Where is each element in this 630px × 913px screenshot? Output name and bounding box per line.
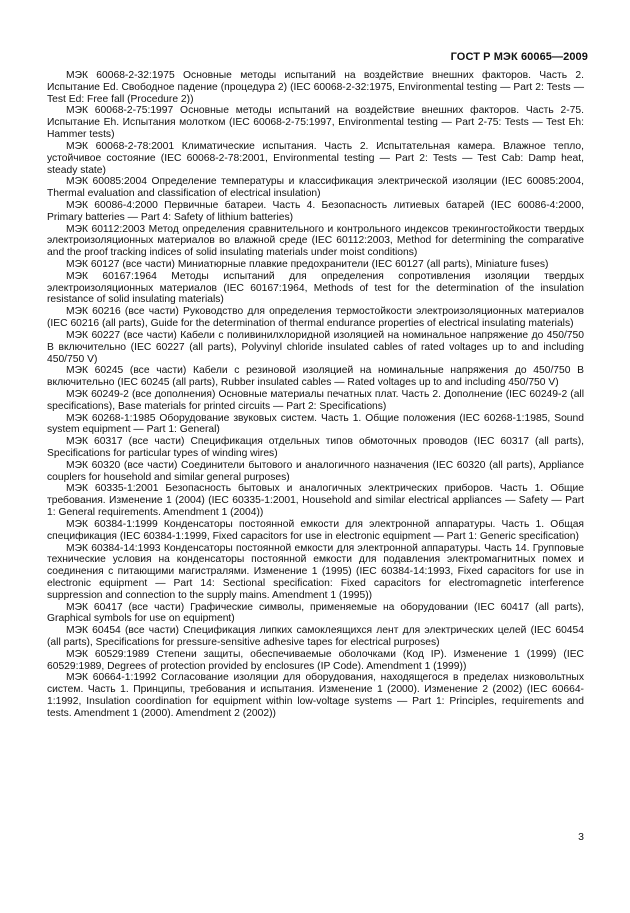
reference-entry: МЭК 60227 (все части) Кабели с поливинилхлоридной изоляцией на номинальное напряжение до 450/750 В включительно (IEC 60227 (all parts), Polyvinyl chloride insulated cables of rated voltages up to and including 450/750 V) bbox=[47, 329, 584, 365]
reference-entry: МЭК 60068-2-32:1975 Основные методы испытаний на воздействие внешних факторов. Часть 2. Испытание Ed. Свободное падение (процедура 2) (IEC 60068-2-32:1975, Environmental testing — Part 2: Tests — Test Ed: Free fall (Procedure 2)) bbox=[47, 70, 584, 105]
reference-entry: МЭК 60317 (все части) Спецификация отдельных типов обмоточных проводов (IEC 60317 (all parts), Specifications for particular types of winding wires) bbox=[47, 436, 584, 459]
page-number: 3 bbox=[578, 831, 584, 843]
reference-entry: МЭК 60384-1:1999 Конденсаторы постоянной емкости для электронной аппаратуры. Часть 1. Общая спецификация (IEC 60384-1:1999, Fixed capacitors for use in electronic equipment — Part 1: Generic specification) bbox=[47, 518, 584, 542]
reference-entry: МЭК 60417 (все части) Графические символы, применяемые на оборудовании (IEC 60417 (all parts), Graphical symbols for use on equipment) bbox=[47, 601, 584, 625]
reference-entry: МЭК 60249-2 (все дополнения) Основные материалы печатных плат. Часть 2. Дополнение (IEC 60249-2 (all specifications), Base materials for printed circuits — Part 2: Specifications) bbox=[47, 388, 584, 412]
reference-entry: МЭК 60085:2004 Определение температуры и классификация электрической изоляции (IEC 60085:2004, Thermal evaluation and classification of electrical insulation) bbox=[47, 176, 584, 200]
reference-entry: МЭК 60320 (все части) Соединители бытового и аналогичного назначения (IEC 60320 (all parts), Appliance couplers for household and similar general purposes) bbox=[47, 459, 584, 483]
reference-entry: МЭК 60127 (все части) Миниатюрные плавкие предохранители (IEC 60127 (all parts), Miniature fuses) bbox=[66, 259, 549, 270]
normative-references-list bbox=[47, 70, 584, 720]
reference-entry: МЭК 60086-4:2000 Первичные батареи. Часть 4. Безопасность литиевых батарей (IEC 60086-4:2000, Primary batteries — Part 4: Safety of lithium batteries) bbox=[47, 199, 584, 223]
reference-entry: МЭК 60245 (все части) Кабели с резиновой изоляцией на номинальные напряжения до 450/750 В включительно (IEC 60245 (all parts), Rubber insulated cables — Rated voltages up to and including 450/750 V) bbox=[47, 365, 584, 389]
reference-entry: МЭК 60068-2-78:2001 Климатические испытания. Часть 2. Испытательная камера. Влажное тепло, устойчивое состояние (IEC 60068-2-78:2001, Environmental testing — Part 2: Tests — Test Cab: Damp heat, steady state) bbox=[47, 140, 584, 176]
reference-entry: МЭК 60216 (все части) Руководство для определения термостойкости электроизоляционных материалов (IEC 60216 (all parts), Guide for the determination of thermal endurance properties of electrical insulating materials) bbox=[47, 306, 584, 330]
reference-entry: МЭК 60068-2-75:1997 Основные методы испытаний на воздействие внешних факторов. Часть 2-75. Испытание Eh. Испытания молотком (IEC 60068-2-75:1997, Environmental testing — Part 2-75: Tests — Test Eh: Hammer tests) bbox=[47, 105, 584, 141]
reference-entry: МЭК 60454 (все части) Спецификация липких самоклеящихся лент для электрических целей (IEC 60454 (all parts), Specifications for pressure-sensitive adhesive tapes for electrical purposes) bbox=[47, 625, 584, 648]
reference-entry: МЭК 60268-1:1985 Оборудование звуковых систем. Часть 1. Общие положения (IEC 60268-1:1985, Sound system equipment — Part 1: General) bbox=[47, 412, 584, 436]
reference-entry: МЭК 60335-1:2001 Безопасность бытовых и аналогичных электрических приборов. Часть 1. Общие требования. Изменение 1 (2004) (IEC 60335-1:2001, Household and similar electrical appliances — Safety — Part 1: General requirements. Amendment 1 (2004)) bbox=[47, 483, 584, 519]
reference-entry: МЭК 60664-1:1992 Согласование изоляции для оборудования, находящегося в пределах низковольтных систем. Часть 1. Принципы, требования и испытания. Изменение 1 (2000). Изменение 2 (2002) (IEC 60664-1:1992, Insulation coordination for equipment within low-voltage systems — Part 1: Principles, requirements and tests. Amendment 1 (2000). Amendment 2 (2002)) bbox=[47, 672, 584, 719]
page-header-standard: ГОСТ Р МЭК 60065—2009 bbox=[450, 51, 588, 63]
reference-entry: МЭК 60384-14:1993 Конденсаторы постоянной емкости для электронной аппаратуры. Часть 14. Групповые технические условия на конденсаторы постоянной емкости для подавления электромагнитных помех и соединения с питающими магистралями. Изменение 1 (1995) (IEC 60384-14:1993, Fixed capacitors for use in electronic equipment — Part 14: Sectional specification: Fixed capacitors for electromagnetic interference suppression and connection to the supply mains. Amendment 1 (1995)) bbox=[47, 542, 584, 601]
reference-entry: МЭК 60167:1964 Методы испытаний для определения сопротивления изоляции твердых электроизоляционных материалов (IEC 60167:1964, Methods of test for the determination of the insulation resistance of solid insulating materials) bbox=[47, 270, 584, 306]
reference-entry: МЭК 60529:1989 Степени защиты, обеспечиваемые оболочками (Код IP). Изменение 1 (1999) (IEC 60529:1989, Degrees of protection provided by enclosures (IP Code). Amendment 1 (1999)) bbox=[47, 648, 584, 672]
reference-entry: МЭК 60112:2003 Метод определения сравнительного и контрольного индексов трекингостойкости твердых электроизоляционных материалов во влажной среде (IEC 60112:2003, Method for determining the comparative and the proof tracking indices of solid insulating materials under moist conditions) bbox=[47, 223, 584, 259]
